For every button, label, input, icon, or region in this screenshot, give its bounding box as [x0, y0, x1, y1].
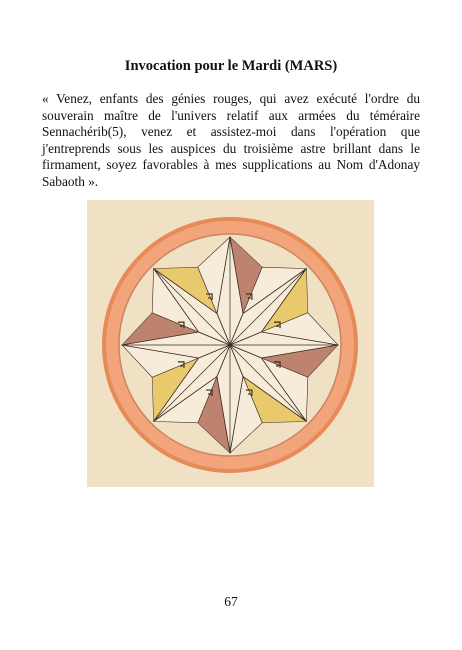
- star-seal-drawing: [87, 200, 374, 487]
- page-number: 67: [224, 594, 238, 609]
- paragraph-line: j'entreprends sous les auspices du troisième astre brillant dans le: [42, 140, 420, 156]
- paragraph-line: Sabaoth ».: [42, 173, 99, 189]
- seal-illustration: [87, 200, 374, 487]
- paragraph-line: Sennachérib(5), venez et assistez-moi dans l'opération que: [42, 124, 420, 140]
- page-title: Invocation pour le Mardi (MARS): [124, 58, 338, 74]
- paragraph-line: firmament, soyez favorables à mes supplications au Nom d'Adonay: [42, 157, 420, 173]
- paragraph-line: souverain maître de l'univers relatif aux armées du téméraire: [42, 107, 420, 123]
- paragraph-line: « Venez, enfants des génies rouges, qui avez exécuté l'ordre du: [42, 91, 420, 106]
- invocation-paragraph: [42, 91, 420, 191]
